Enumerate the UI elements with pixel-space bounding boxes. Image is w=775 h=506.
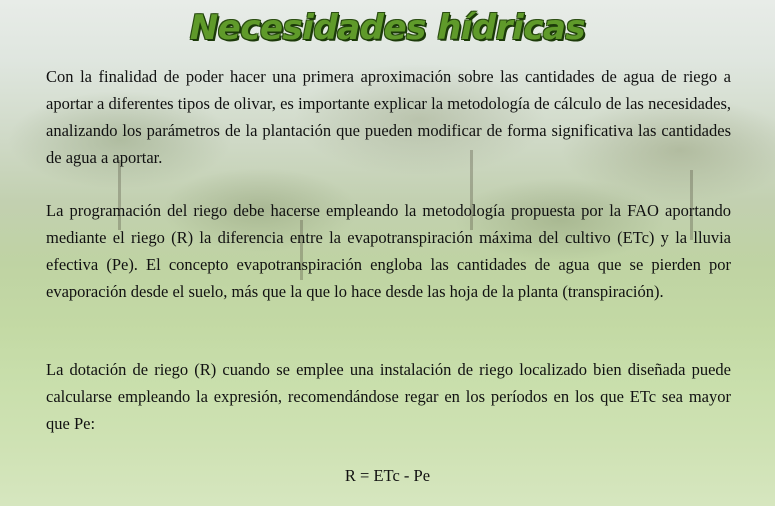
formula: R = ETc - Pe (344, 466, 431, 485)
paragraph-irrigation-dose: La dotación de riego (R) cuando se emplee una instalación de riego localizado bien diseñada puede calcularse empleando la expresión, recomendándose regar en los períodos en los que ETc sea mayor que Pe: (46, 360, 731, 433)
paragraph-methodology: La programación del riego debe hacerse empleando la metodología propuesta por la FAO aportando mediante el riego (R) la diferencia entre la evapotranspiración máxima del cultivo (ETc) y la lluvia efectiva (Pe). El concepto evapotranspiración engloba las cantidades de agua que se pierden por evaporación desde el suelo, más que la que lo hace desde las hoja de la planta (transpiración). (46, 201, 731, 301)
paragraph-intro: Con la finalidad de poder hacer una primera aproximación sobre las cantidades de agua de riego a aportar a diferentes tipos de olivar, es importante explicar la metodología de cálculo de las necesidades, analizando los parámetros de la plantación que pueden modificar de forma significativa las cantidades de agua a aportar. (46, 67, 731, 167)
page-title: Necesidades hídricas (189, 8, 586, 48)
